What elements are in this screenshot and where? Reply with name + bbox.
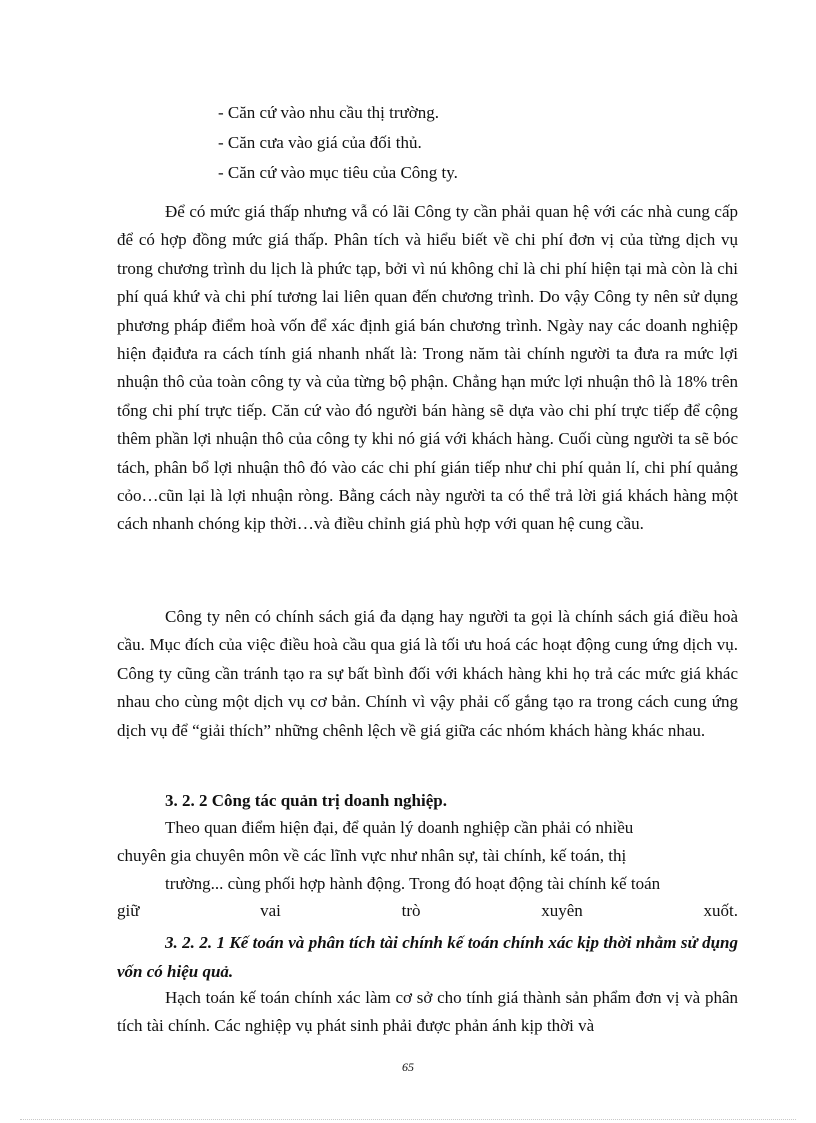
word: xuốt. xyxy=(703,901,738,920)
page-bottom-divider xyxy=(20,1119,796,1120)
section-heading-322: 3. 2. 2 Công tác quản trị doanh nghiệp. xyxy=(165,791,447,810)
word: giữ xyxy=(117,901,140,920)
word: trò xyxy=(401,901,421,920)
word: xuyên xyxy=(541,901,583,920)
paragraph-price-policy xyxy=(117,603,738,745)
paragraph-pricing xyxy=(117,198,738,539)
bullet-list xyxy=(218,98,458,188)
paragraph-pricing-text: Để có mức giá thấp nhưng vẫ có lãi Công ty cần phải quan hệ với các nhà cung cấp để có hợp đồng mức giá thấp. Phân tích và hiểu biết về chi phí đơn vị của từng dịch vụ trong chương trình du lịch là phức tạp, bởi vì nú không chỉ là chi phí hiện tại mà còn là chi phí quá khứ và chi phí tương lai liên quan đến chương trình. Do vậy Công ty nên sử dụng phương pháp điểm hoà vốn để xác định giá bán chương trình. Ngày nay các doanh nghiệp hiện đạiđưa ra cách tính giá nhanh nhất là: Trong năm tài chính người ta đưa ra mức lợi nhuận thô của toàn công ty và của từng bộ phận. Chẳng hạn mức lợi nhuận thô là 18% trên tổng chi phí trực tiếp. Căn cứ vào đó người bán hàng sẽ dựa vào chi phí trực tiếp để cộng thêm phần lợi nhuận thô của công ty khi nó giá với khách hàng. Cuối cùng người ta sẽ bóc tách, phân bổ lợi nhuận thô đó vào các chi phí gián tiếp như chi phí quản lí, chi phí quảng cỏo…cũn lại là lợi nhuận ròng. Bằng cách này người ta có thể trả lời giá khách hàng một cách nhanh chóng kịp thời…và điều chỉnh giá phù hợp với quan hệ cung cầu. xyxy=(117,202,738,534)
paragraph-accounting xyxy=(117,984,738,1041)
bullet-item: - Căn cưa vào giá của đối thủ. xyxy=(218,133,422,152)
section-heading-3221-text: 3. 2. 2. 1 Kế toán và phân tích tài chính kế toán chính xác kịp thời nhằm sử dụng vốn có hiệu quả. xyxy=(117,933,738,981)
word: vai xyxy=(260,901,281,920)
bullet-item: - Căn cứ vào mục tiêu của Công ty. xyxy=(218,163,458,182)
paragraph-management-line-1: Theo quan điểm hiện đại, để quản lý doanh nghiệp cần phải có nhiều xyxy=(165,818,634,837)
paragraph-management-line-4 xyxy=(117,901,738,921)
paragraph-accounting-text: Hạch toán kế toán chính xác làm cơ sở cho tính giá thành sản phẩm đơn vị và phân tích tài chính. Các nghiệp vụ phát sinh phải được phản ánh kịp thời và xyxy=(117,988,738,1036)
page-number: 65 xyxy=(402,1060,414,1074)
paragraph-management-line-2: chuyên gia chuyên môn về các lĩnh vực như nhân sự, tài chính, kế toán, thị xyxy=(117,846,627,865)
bullet-item: - Căn cứ vào nhu cầu thị trường. xyxy=(218,103,439,122)
paragraph-management-line-3: trường... cùng phối hợp hành động. Trong đó hoạt động tài chính kế toán xyxy=(165,874,661,893)
paragraph-price-policy-text: Công ty nên có chính sách giá đa dạng hay người ta gọi là chính sách giá điều hoà cầu. Mục đích của việc điều hoà cầu qua giá là tối ưu hoá các hoạt động cung ứng dịch vụ. Công ty cũng cần tránh tạo ra sự bất bình đối với khách hàng khi họ trả các mức giá khác nhau cho cùng một dịch vụ cơ bản. Chính vì vậy phải cố gắng tạo ra trong cách cung ứng dịch vụ để “giải thích” những chênh lệch về giá giữa các nhóm khách hàng khác nhau. xyxy=(117,607,738,740)
section-heading-3221 xyxy=(117,928,738,986)
